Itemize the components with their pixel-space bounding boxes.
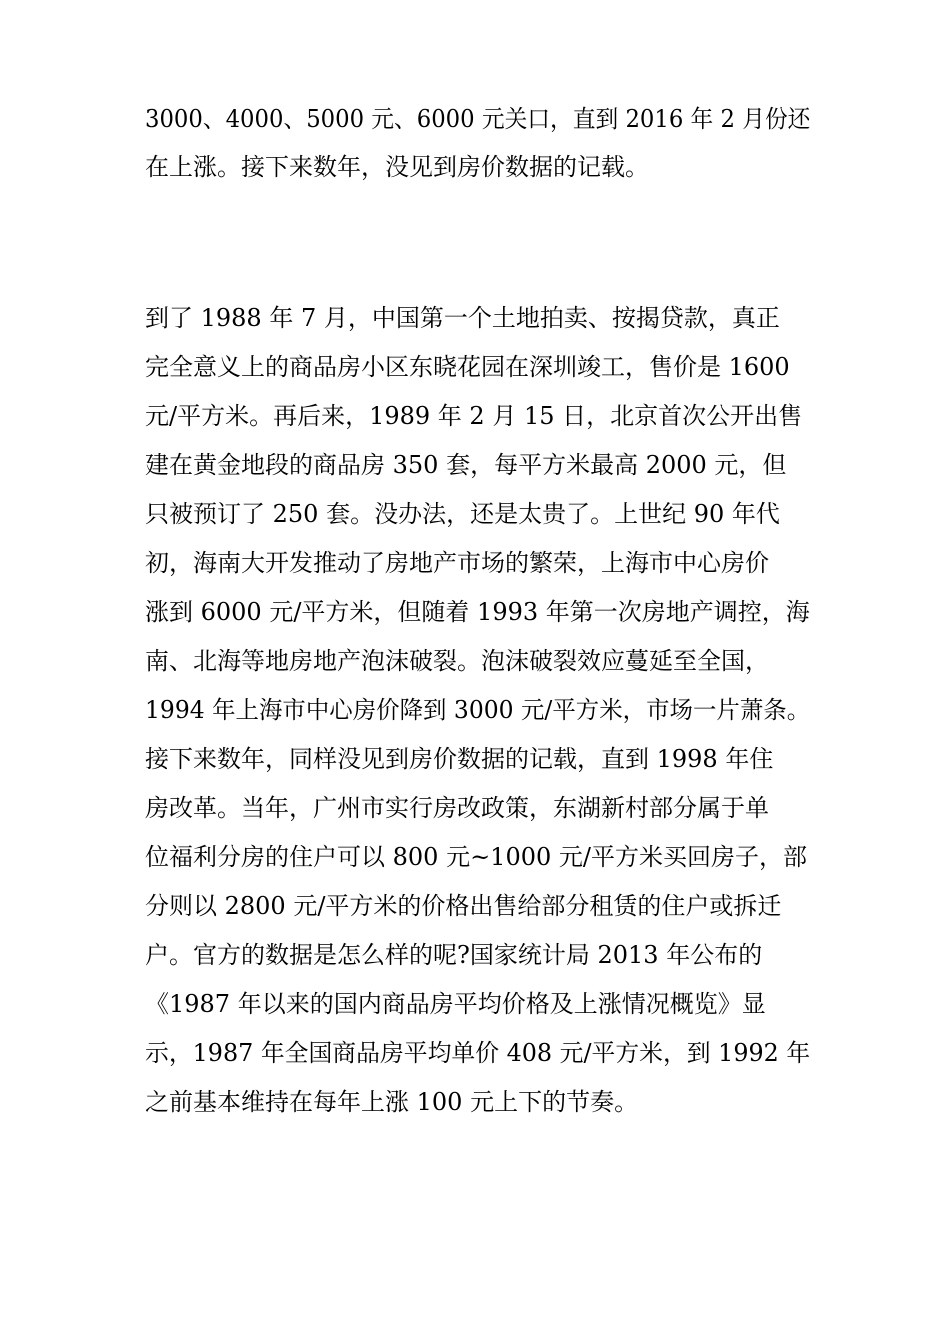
text-line: 示，1987 年全国商品房平均单价 408 元/平方米，到 1992 年 [145, 1039, 811, 1067]
text-line: 到了 1988 年 7 月，中国第一个土地拍卖、按揭贷款，真正 [145, 304, 780, 332]
text-line: 户。官方的数据是怎么样的呢?国家统计局 2013 年公布的 [145, 941, 763, 969]
text-line: 建在黄金地段的商品房 350 套，每平方米最高 2000 元，但 [145, 451, 787, 479]
text-line: 接下来数年，同样没见到房价数据的记载，直到 1998 年住 [145, 745, 774, 773]
text-line: 分则以 2800 元/平方米的价格出售给部分租赁的住户或拆迁 [145, 892, 782, 920]
text-line: 完全意义上的商品房小区东晓花园在深圳竣工，售价是 1600 [145, 353, 790, 381]
text-line: 房改革。当年，广州市实行房改政策，东湖新村部分属于单 [145, 794, 769, 822]
text-line: 位福利分房的住户可以 800 元~1000 元/平方米买回房子，部 [145, 843, 807, 871]
text-line: 只被预订了 250 套。没办法，还是太贵了。上世纪 90 年代 [145, 500, 780, 528]
text-line: 在上涨。接下来数年，没见到房价数据的记载。 [145, 153, 649, 181]
text-line: 1994 年上海市中心房价降到 3000 元/平方米，市场一片萧条。 [145, 696, 811, 724]
text-line: 元/平方米。再后来，1989 年 2 月 15 日，北京首次公开出售 [145, 402, 803, 430]
text-line: 《1987 年以来的国内商品房平均价格及上涨情况概览》显 [145, 990, 766, 1018]
text-line: 3000、4000、5000 元、6000 元关口，直到 2016 年 2 月份还 [145, 105, 811, 133]
text-line: 之前基本维持在每年上涨 100 元上下的节奏。 [145, 1088, 639, 1116]
text-line: 南、北海等地房地产泡沫破裂。泡沫破裂效应蔓延至全国， [145, 647, 769, 675]
text-line: 初，海南大开发推动了房地产市场的繁荣，上海市中心房价 [145, 549, 769, 577]
text-line: 涨到 6000 元/平方米，但随着 1993 年第一次房地产调控，海 [145, 598, 810, 626]
